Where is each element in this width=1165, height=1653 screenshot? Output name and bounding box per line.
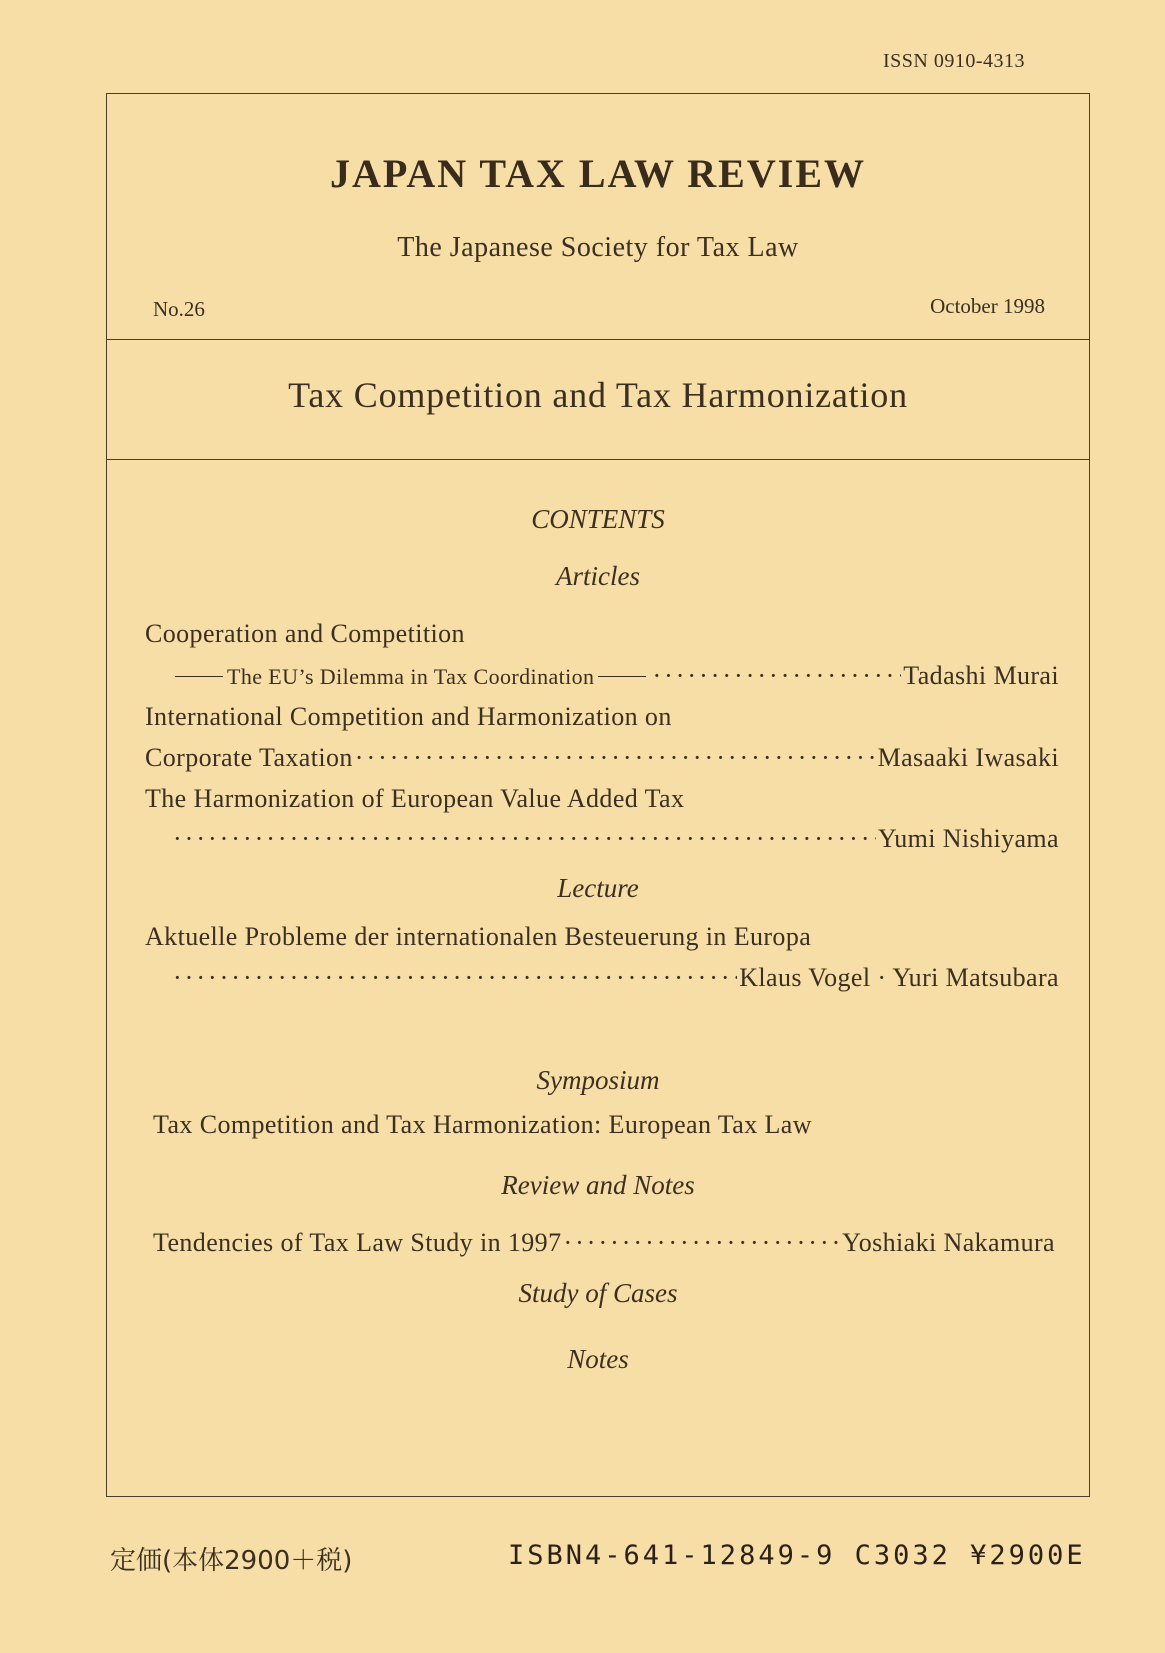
lecture-entry	[171, 963, 1059, 993]
society-name: The Japanese Society for Tax Law	[397, 232, 799, 263]
review-heading: Review and Notes	[501, 1170, 695, 1200]
journal-title: JAPAN TAX LAW REVIEW	[330, 151, 866, 196]
article-1-entry	[171, 661, 1059, 691]
article-3-entry	[171, 824, 1059, 854]
cover-frame	[106, 93, 1090, 1497]
article-1-subtitle: The EU’s Dilemma in Tax Coordination	[227, 664, 595, 689]
dash-rule	[598, 676, 646, 677]
leader-dots	[355, 743, 876, 773]
issn-number: ISSN 0910-4313	[883, 50, 1026, 72]
article-2-entry	[145, 743, 1059, 773]
article-2-author: Masaaki Iwasaki	[877, 743, 1059, 772]
review-author: Yoshiaki Nakamura	[842, 1228, 1055, 1257]
cases-heading: Study of Cases	[518, 1278, 678, 1308]
theme-section	[107, 340, 1089, 460]
lecture-heading: Lecture	[557, 873, 639, 903]
issue-date: October 1998	[930, 294, 1045, 318]
articles-heading: Articles	[556, 561, 640, 591]
contents-heading: CONTENTS	[531, 504, 665, 534]
article-1-title: Cooperation and Competition	[145, 619, 465, 648]
leader-dots	[173, 824, 876, 854]
price-label: 定価(本体2900＋税)	[110, 1546, 353, 1576]
article-2-title-line2: Corporate Taxation	[145, 743, 353, 772]
lecture-title: Aktuelle Probleme der internationalen Besteuerung in Europa	[145, 922, 812, 951]
article-1-author: Tadashi Murai	[903, 661, 1059, 690]
issue-number: No.26	[153, 297, 205, 321]
lecture-author: Klaus Vogel · Yuri Matsubara	[739, 963, 1059, 992]
notes-heading: Notes	[567, 1344, 629, 1374]
leader-dots	[173, 963, 737, 993]
article-2-title-line1: International Competition and Harmonization on	[145, 702, 672, 731]
review-entry	[153, 1228, 1055, 1258]
issue-theme: Tax Competition and Tax Harmonization	[288, 375, 908, 415]
masthead	[107, 94, 1089, 340]
review-title: Tendencies of Tax Law Study in 1997	[153, 1228, 562, 1257]
isbn-code: ISBN4-641-12849-9 C3032 ¥2900E	[508, 1540, 1086, 1571]
symposium-heading: Symposium	[536, 1065, 660, 1095]
dash-rule	[175, 676, 223, 677]
article-3-author: Yumi Nishiyama	[877, 824, 1059, 853]
leader-dots	[652, 661, 901, 691]
symposium-title: Tax Competition and Tax Harmonization: European Tax Law	[153, 1110, 812, 1139]
table-of-contents	[107, 460, 1089, 1498]
article-3-title: The Harmonization of European Value Added Tax	[145, 784, 685, 813]
leader-dots	[563, 1228, 840, 1258]
